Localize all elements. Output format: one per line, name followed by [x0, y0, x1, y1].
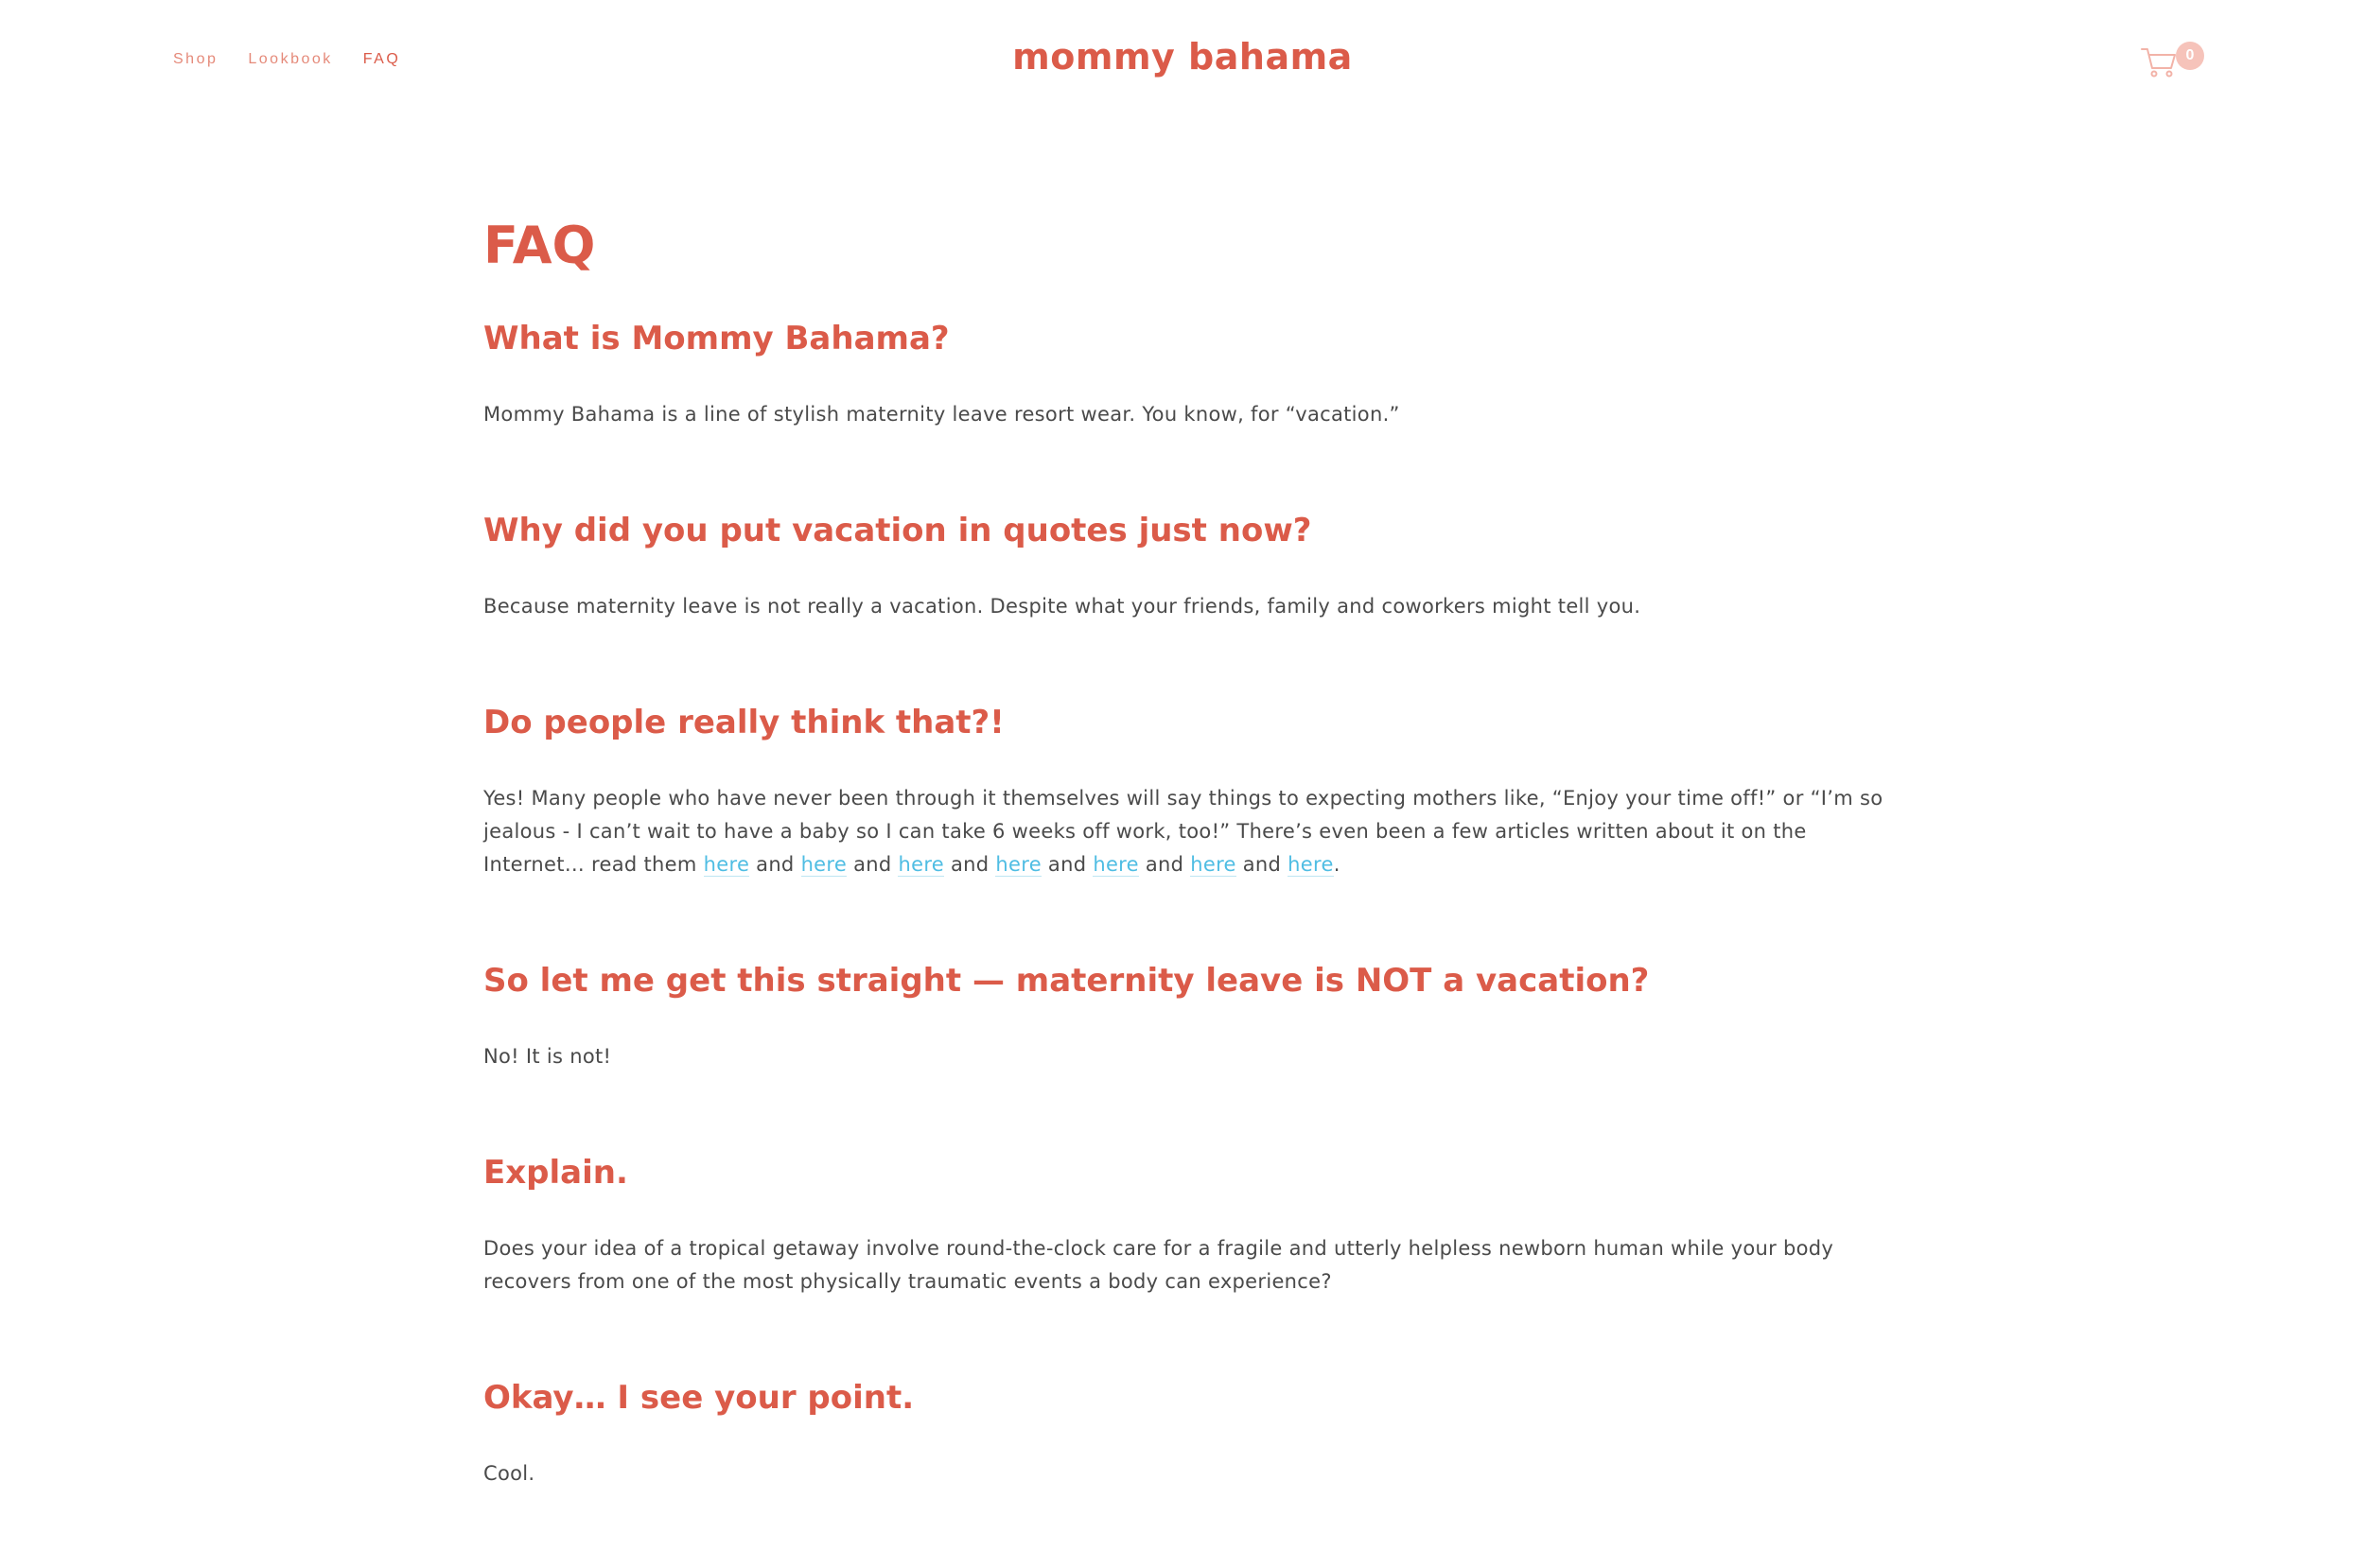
article-link[interactable]: here	[1190, 853, 1236, 876]
site-header	[0, 0, 2365, 132]
link-connector: and	[951, 853, 990, 876]
faq-item	[483, 959, 1902, 1073]
link-connector: and	[1242, 853, 1282, 876]
link-connector: and	[1047, 853, 1087, 876]
faq-question: What is Mommy Bahama?	[483, 320, 950, 357]
faq-answer	[483, 782, 1902, 881]
article-link[interactable]: here	[1288, 853, 1334, 876]
nav-faq-link[interactable]: FAQ	[362, 51, 401, 67]
page-title: FAQ	[483, 216, 596, 275]
faq-item	[483, 701, 1902, 881]
article-link[interactable]: here	[898, 853, 945, 876]
nav-shop-link[interactable]: Shop	[173, 51, 219, 67]
cart-count-badge: 0	[2176, 42, 2204, 70]
faq-question: Okay… I see your point.	[483, 1379, 915, 1417]
faq-answer-text: Yes! Many people who have never been through it themselves will say things to expecting mothers like, “Enjoy your time off!” or “I’m so jealous - I can’t wait to have a baby so I can take 6 weeks off work, too!” There’s even been a few articles written about it on the Internet… read them	[483, 787, 1883, 876]
faq-answer: Does your idea of a tropical getaway involve round-the-clock care for a fragile and utterly helpless newborn human while your body recovers from one of the most physically traumatic events a body can experience?	[483, 1237, 1834, 1293]
faq-question: Do people really think that?!	[483, 704, 1005, 741]
article-link[interactable]: here	[995, 853, 1042, 876]
faq-item	[483, 509, 1902, 623]
faq-item	[483, 317, 1902, 431]
link-connector: and	[756, 853, 795, 876]
cart-icon	[2140, 45, 2178, 78]
link-connector: and	[1145, 853, 1184, 876]
link-connector: and	[853, 853, 892, 876]
article-link[interactable]: here	[703, 853, 750, 876]
faq-question: So let me get this straight — maternity leave is NOT a vacation?	[483, 962, 1650, 1000]
faq-question: Explain.	[483, 1154, 628, 1192]
faq-content	[483, 213, 1902, 1568]
article-link[interactable]: here	[1093, 853, 1139, 876]
faq-item	[483, 1151, 1902, 1298]
faq-answer: Because maternity leave is not really a vacation. Despite what your friends, family and coworkers might tell you.	[483, 595, 1641, 618]
article-link[interactable]: here	[800, 853, 848, 876]
faq-answer: No! It is not!	[483, 1045, 612, 1068]
faq-item	[483, 1376, 1902, 1490]
nav-lookbook-link[interactable]: Lookbook	[248, 51, 333, 67]
site-logo[interactable]: mommy bahama	[1012, 36, 1353, 78]
faq-answer: Cool.	[483, 1462, 535, 1485]
faq-answer: Mommy Bahama is a line of stylish maternity leave resort wear. You know, for “vacation.”	[483, 403, 1400, 426]
sentence-end: .	[1333, 853, 1340, 876]
faq-question: Why did you put vacation in quotes just now?	[483, 512, 1312, 549]
cart-button[interactable]	[2140, 42, 2206, 79]
